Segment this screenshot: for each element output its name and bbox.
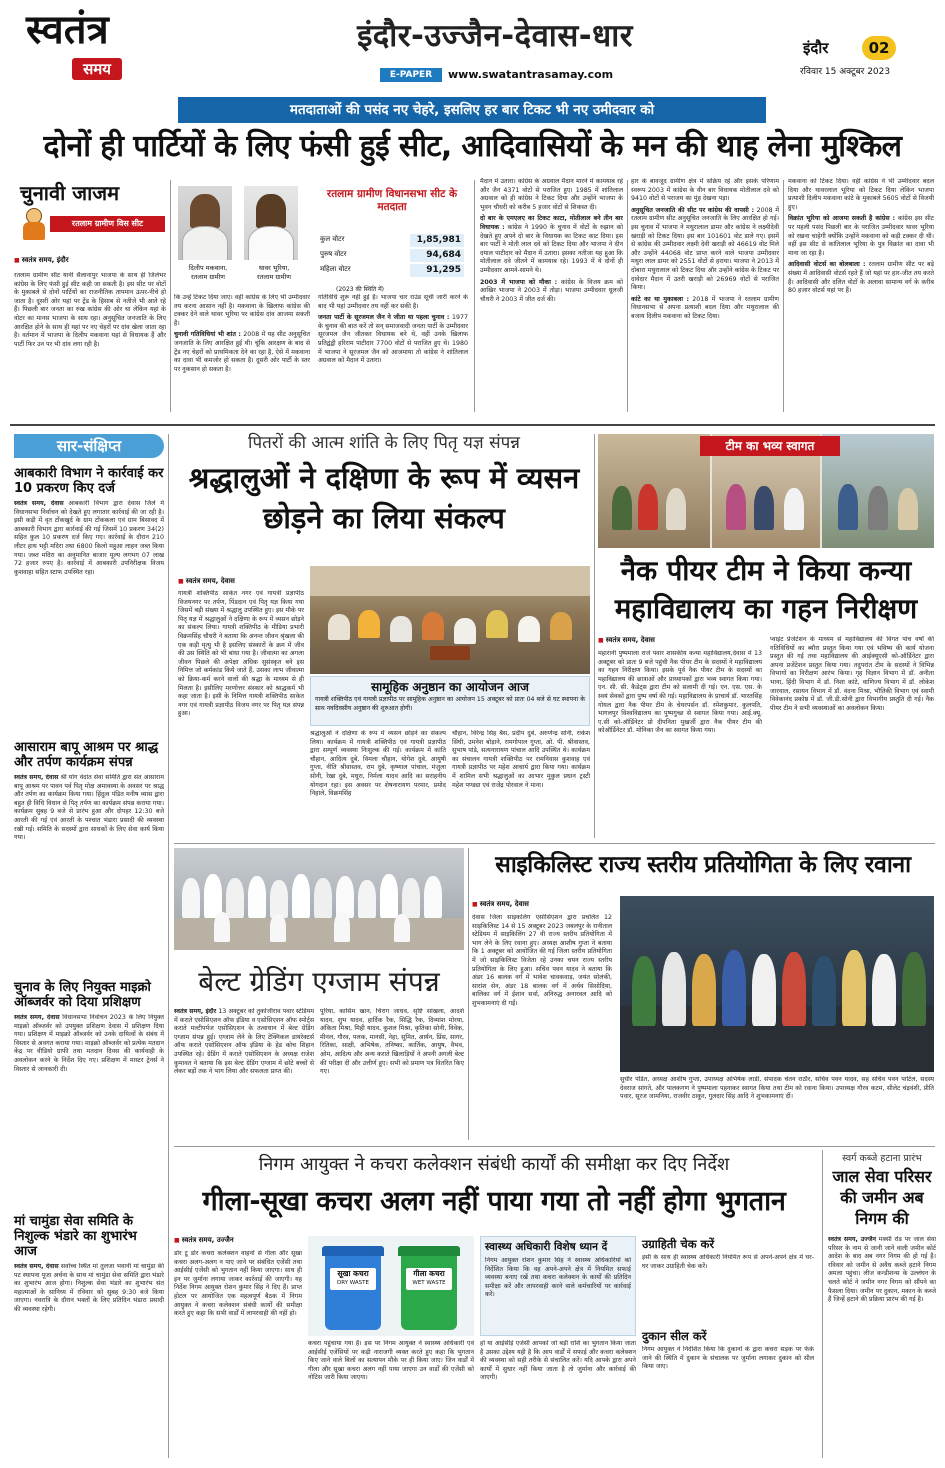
nigam-byline: ■ स्वतंत्र समय, उज्जैन xyxy=(174,1236,234,1245)
yagya-caption-title: सामूहिक अनुष्ठान का आयोजन आज xyxy=(371,680,529,694)
page-number: 02 xyxy=(868,39,890,57)
city-label: इंदौर xyxy=(803,39,829,57)
box2-text: इसी के साथ ही स्वास्थ्य अधिकारी नियमित रूप से अपने-अपने क्षेत्र में घर-घर जाकर उग्राहिती चेक करें। xyxy=(642,1254,814,1270)
yagya-col-3: चौहान, विरेन्द्र सिंह बैस, प्रदीप दुबे, अरुणेन्द्र सोनी, राकेश सिंघी, उमनेश बोड़ाने, रामगोपाल गुप्ता, ओ. पी. श्रीवास्तव, सुभाष पांडे, सत्यनारायण पांचाल आदि उपस्थित थे। कार्यक्रम का संचालन गायत्री शक्तिपीठ पर रामनिवास कुशवाह एवं गायत्री प्रज्ञापीठ पर महेश आचार्य द्वारा किया गया। कार्यक्रम में शामिल सभी श्रद्धालुओं का आभार मुकुल प्रधान ट्रस्टी महेश पण्ड्या एवं राजेंद्र पोरवाल ने माना। xyxy=(452,730,590,789)
column-rule xyxy=(474,180,475,412)
cyclist-caption: सुधीर पंडित, अध्यक्ष आशीष गुप्ता, उपाध्यक्ष अभिषेक लाडी, संपादक चेतन राठौर, सचिव पवन यादव, सह सचिव पवन पाटिल, सदस्य देवराज सांगते, और पालकगण ने पुष्पमाला पहनाकर स्वागत किया तथा टीम को रवाना किया। उपाध्यक्ष गौरव कटम, सीलेट चंद्रवंशी, प्रीति पवार, सूरज जामनिया, राजवीर ठाकुर, गुलदार सिंह आदि ने शुभकामनाएं दीं। xyxy=(620,1076,934,1101)
yagya-col-1: गायत्री शक्तिपीठ साकेत नगर एवं गायत्री प्रज्ञापीठ विजयनगर पर तर्पण, पिंडदान एवं पितृ यज्ञ किया गया जिसमें बड़ी संख्या में श्रद्धालु उपस्थित हुए। इस मौके पर पितृ यज्ञ में श्रद्धालुओं ने दक्षिणा के रूप में व्यसन छोड़ने का संकल्प लिया। गायत्री शक्तिपीठ के मीडिया प्रभारी विक्रमसिंह चौधरी ने बताया कि अनन्त जीवन श्रृंखला की एक कड़ी मृत्यु भी है इसलिए संस्कारों के क्रम में जीव की उस स्थिति को भी बांधा गया है। जीवात्मा का अगला जीवन पिछले की अपेक्षा अधिक सुसंस्कृत बने इस निमित्त जो कर्मकांड किये जाते हैं, उसका लाभ जीवात्मा को क्रिया-कर्म करने वालों की श्रद्धा के माध्यम से ही मिलता है। इसीलिए मरणोत्तर संस्कार को श्राद्धकर्म भी कहा जाता है। इसी के निमित्त गायत्री शक्तिपीठ साकेत नगर एवं गायत्री प्रज्ञापीठ विजय नगर पर पितृ यज्ञ संपन्न हुआ। xyxy=(178,590,304,718)
box3-title: दुकान सील करें xyxy=(642,1329,707,1343)
cyclist-text: देवास जिला साइकलिंग एसोसिएशन द्वारा प्रचलित 12 साइकिलिस्ट 14 से 15 अक्टूबर 2023 जबलपुर के रानीताल स्टेडियम में साइकिलिंग 27 वी राज्य स्तरीय प्रतियोगिता में भाग लेने के लिए रवाना हुए। अध्यक्ष आशीष गुप्ता ने बताया कि 1 अक्टूबर को आयोजित की गई जिला स्तरीय प्रतियोगिता में जो साइकिलिस्ट विजेता रहे उनका चयन राज्य स्तरीय प्रतियोगिता के लिए हुआ। सचिव पवन यादव ने बताया कि अंडर 16 बालक वर्ग में भावेश चावकवाड़, जयंत सोलंकी, सारांश सेन, अंडर 18 बालक वर्ग में अर्थव सिसोदिया, बालिका वर्ग में ईशान सर्वा, अनिरुद्ध अनारवल आदि को शुभकामनाएं दी गईं। xyxy=(472,914,612,1007)
lead-col-3: गतिविधि शुरू नहीं हुई है। भाजपा चार राउंड सूची जारी करने के बाद भी यहां उम्मीदवार तय नहीं कर सकी है। जनता पार्टी के सूरजमल जैन ने जीता था पहला चुनाव : 1977 के चुनाव की बात करें तो सन् समाजवादी जनता पार्टी के उम्मीदवार सूरजमल जैन जीतकर विधायक बने थे, वहीं उनके खिलाफ प्रतिद्वंद्वी हरिराम पाटीदार 7700 वोटों से पराजित हुए थे। 1980 में भाजपा ने सूरजमल जैन को आजमाया तो कांग्रेस ने शांतिलाल अग्रवाल को मैदान में उतारा। xyxy=(318,294,468,365)
wet-waste-sub: WET WASTE xyxy=(412,1280,446,1286)
website-link[interactable]: www.swatantrasamay.com xyxy=(448,68,614,81)
belt-col-1: स्वतंत्र समय, इंदौर 13 अक्टूबर को तुकोजीराव पवार स्टेडियम में कराते एसोसिएशन ऑफ इंडिया व एसोसिएशन ऑफ स्पोर्ट्स कराते मल्टीपर्पज एसोसिएशन के तत्वाधान में बेल्ट ग्रेडिंग एग्जाम संपन्न हुई। एग्जाम लेने के लिए टेक्निकल डायरेक्टर्स ऑफ कराते एसोसिएशन ऑफ इंडिया के हेड कोच शिहान उपस्थित रहे। ग्रेडिंग में कराते एसोसिएशन के अध्यक्ष राजेश कुमावत ने बताया कि इस बेल्ट ग्रेडिंग एग्जाम में छोटे बच्चों से लेकर बड़ों तक ने भाग लिया और सफलता प्राप्त की। xyxy=(174,1008,314,1076)
lead-col-2: कि उन्हें टिकट दिया जाए। वहीं कांग्रेस के लिए भी उम्मीदवार तय करना आसान नहीं है। मकवाना के खिलाफ कांग्रेस की टक्कर देने वाले थावर भूरिया पर कांग्रेस दांव आजमा सकती है। चुनावी गतिविधियां भी शांत : 2008 में यह सीट अनुसूचित जनजाति के लिए आरक्षित हुई थी। चूंकि आरक्षण के बाद से ट्रेंड नए चेहरों को प्राथमिकता देने का रहा है, ऐसे में मकवाना का दावा भी कमजोर हो सकता है। दूसरी ओर पार्टी के स्तर पर नुकसान हो सकता है। xyxy=(174,294,310,373)
logo-top-text: स्वतंत्र xyxy=(26,6,109,53)
lead-col-1: रतलाम ग्रामीण सीट यानी सैलानापुर भाजपा के साथ ही जिलेभर कांग्रेस के लिए फंसी हुई सीट कही जा सकती है। इस सीट पर वोटों के मुकाबले से दोनों पार्टियों का राजनीतिक तापमान ऊपर-नीचे हो जाता है। दूसरी ओर यहां पर ट्रेंड के हिसाब से नतीजे भी आते रहे हैं। पिछली बार जनता का रुख कांग्रेस की ओर था लेकिन यहां के वोटर का मानस भाजपा के साथ रहा। अनुसूचित जनजाति के लिए आरक्षित होने के साथ ही यहां पर नए चेहरों पर दांव खेला जाता रहा है। वर्तमान में भाजपा के दिलीप मकवाना यहां से विधायक हैं और पार्टी फिर उन पर भी दांव लगा रही है। xyxy=(14,272,166,348)
wet-waste-bin-icon xyxy=(398,1246,460,1330)
logo-bottom-text: समय xyxy=(83,60,111,78)
waste-bins-illustration xyxy=(308,1236,474,1336)
epaper-label: E-PAPER xyxy=(380,68,442,82)
column-rule xyxy=(822,1150,823,1458)
nigam-headline: गीला-सूखा कचरा अलग नहीं पाया गया तो नहीं होगा भुगतान xyxy=(202,1186,786,1217)
voter-row-label: पुरुष वोटर xyxy=(320,250,347,258)
voter-box-title: रतलाम ग्रामीण विधानसभा सीट के मतदाता xyxy=(326,188,458,213)
issue-date: रविवार 15 अक्टूबर 2023 xyxy=(800,67,891,77)
voter-row xyxy=(320,249,464,262)
dry-waste-bin-icon xyxy=(322,1246,384,1330)
lead-headline: दोनों ही पार्टियों के लिए फंसी हुई सीट, आदिवासियों के मन की थाह लेना मुश्किल xyxy=(43,129,902,164)
lead-col-6: मकवाना को टिकट दिया। वहीं कांग्रेस ने भी उम्मीदवार बदल दिया और थावरलाल भूरिया को टिकट दिया लेकिन भाजपा प्रत्याशी दिलीप मकवाना कांटे के मुकाबले 5605 वोटों से विजयी हुए। विक्रांत भूरिया को आजमा सकती है कांग्रेस : कांग्रेस इस सीट पर पहली पसंद पिछली बार के पराजित उम्मीदवार थावर भूरिया को रखना चाहेगी क्योंकि उन्होंने मकवाना को कड़ी टक्कर दी थी। वहीं इस सीट से कांतिलाल भूरिया के पुत्र विक्रांत का दावा भी माना जा रहा है। आदिवासी वोटर्स का बोलबाला : रतलाम ग्रामीण सीट पर बड़े संख्या में आदिवासी वोटर्स रहते हैं जो यहां पर हार-जीत तय करते हैं। आदिवासी और दलित वोटों के अलावा सामान्य वर्ग के करीब 80 हजार वोटर्स यहां पर हैं। xyxy=(788,178,934,295)
section-divider xyxy=(174,1146,935,1147)
voter-box-note: (2023 की स्थिति में) xyxy=(336,286,384,293)
belt-headline: बेल्ट ग्रेडिंग एग्जाम संपन्न xyxy=(198,965,440,998)
lead-kicker-bar xyxy=(178,97,766,123)
logo-bottom-badge xyxy=(72,58,122,80)
cartoon-figure-icon xyxy=(20,208,48,240)
box3-text: निगम आयुक्त ने निर्देशित किया कि दुकानों के द्वारा कचरा सड़क पर फेंके जाने की स्थिति में दुकान के संचालक पर जुर्माना लगाकर दुकान को सील किया जाए। xyxy=(642,1346,814,1371)
naac-col-1: महारानी पुष्पमाला राजे पवार शासकीय कन्या महाविद्यालय,देवास में 13 अक्टूबर को प्रातः 9 बजे पहुंची नैक पीयर टीम के सदस्यों ने महाविद्यालय का गहन निरीक्षण किया। इसके पूर्व नैक पीयर टीम के सदस्यों का महाविद्यालय की छात्राओं और प्राध्यापकों द्वारा भव्य स्वागत किया गया। एन. सी. सी. कैडेट्स द्वारा टीम को सलामी दी गई। एन. एस. एस. के स्वयं सेवकों द्वारा पुष्प वर्षा की गई। महाविद्यालय के प्राचार्य डॉ. भारतसिंह गोयल द्वारा नैक पीयर टीम के चेयरपर्सन डॉ. रमेशकुमार, कुलपति, भागलपुर विश्वविद्यालय का पुष्पगुच्छ से स्वागत किया गया। आई.क्यू. ए.सी को-ऑर्डिनेटर प्रो दीपनिता मुखर्जी द्वारा नैक पीयर टीम की कोऑर्डिनेटर डॉ. मोनिका जैन का स्वागत किया गया। xyxy=(598,650,762,735)
voter-box xyxy=(316,184,468,284)
yagya-headline: श्रद्धालुओं ने दक्षिणा के रूप में व्यसन छोड़ने का लिया संकल्प xyxy=(188,461,580,535)
voter-row xyxy=(320,264,464,277)
jaal-headline: जाल सेवा परिसर की जमीन अब निगम की xyxy=(832,1167,932,1228)
belt-col-2: पुरिया, कासिम खान, चिराग जाधव, सृष्टि सांखला, आदर्श यादव, शुभ यादव, हार्दिक रैक, सिद्धि रैक, दिव्यांश मोरया, अंकिता मिश्रा, मिही यादव, कुशल मिश्रा, कृतिका सोनी, विवेक, मीनल, गौरव, पलक, मानसी, नेहा, सुमित, आर्यन, प्रिंस, सागर, रितिका, साक्षी, अभिषेक, तनिष्का, कार्तिक, आयुष, वैभव, ओम, आदित्य और अन्य कराते खिलाड़ियों ने अपनी अगली बेल्ट की परीक्षा दी और उत्तीर्ण हुए। सभी को प्रमाण पत्र वितरित किए गए। xyxy=(320,1008,464,1076)
lead-byline: ■ स्वतंत्र समय, इंदौर xyxy=(14,256,69,265)
brief-headline: आबकारी विभाग ने कार्रवाई कर 10 प्रकरण किए दर्ज xyxy=(14,466,164,496)
brief-text: स्वतंत्र समय, देवास विधानसभा निर्वाचन 2023 के लिए नियुक्त माइक्रो ऑब्जर्वर को उपयुक्त प्रशिक्षण देवास में प्रशिक्षण दिया गया। प्रशिक्षण में माइक्रो ऑब्जर्वर को उनके दायित्वों के संबंध में विस्तार से अवगत कराया गया। माइक्रो ऑब्जर्वर को प्रत्येक मतदान केंद्र पर वीडियो ग्राफी तथा मतदान दिवस की कार्यवाही के अवलोकन करने के निर्देश दिए गए। प्रशिक्षण में मास्टर ट्रेनर्स ने विस्तार से जानकारी दी। xyxy=(14,1014,164,1073)
column-rule xyxy=(468,848,469,1140)
column-badge-title: चुनावी जाजम xyxy=(20,181,120,205)
yagya-byline: ■ स्वतंत्र समय, देवास xyxy=(178,577,235,586)
cyclist-byline: ■ स्वतंत्र समय, देवास xyxy=(472,900,529,909)
brief-item xyxy=(14,1214,164,1458)
box2-title: उग्राहिती चेक करें xyxy=(642,1237,715,1251)
naac-col-2: प्वाइंट प्रेजेंटेशन के माध्यम से महाविद्यालय की विगत पांच वर्षों की गतिविधियों का ब्यौरा प्रस्तुत किया गया एवं भविष्य की कार्य योजना प्रस्तुत की गई तथा महाविद्यालय की आईक्यूएसी को-ऑर्डिनेटर द्वारा अपना प्रजेंटेशन प्रस्तुत किया गया। तदुपरांत टीम के सदस्यों ने विभिन्न विभागों का निरीक्षण आरंभ किया। गृह विज्ञान विभाग में डॉ. अनीता भाना, हिंदी विभाग में डॉ. निशा कांटे, वाणिज्य विभाग में डॉ. लोकेश जारवाल, रसायन विभाग में डॉ. वंदना मिश्रा, भौतिकी विभाग एवं स्वामी विवेकानंद प्रकोष्ठ में डॉ. जी.डी.सोनी द्वारा विभागीय प्रस्तुति दी गई। नैक पीयर टीम ने सभी व्यवस्थाओं का अवलोकन किया। xyxy=(770,636,934,712)
jaal-text: स्वतंत्र समय, उज्जैन मक्सी रोड पर जाल सेवा परिसर के नाम से जानी जाने वाली जमीन कोर्ट आदेश के बाद अब नगर निगम की हो गई है। रविवार को जमीन से अवैध कब्जे हटाने निगम अमला पहुंचा। लीज कन्डीशन्स के उल्लंघन के चलते कोर्ट ने जमीन नगर निगम को सौंपने का फैसला दिया। जमीन पर दुकान, मकान के कब्जे हैं जिन्हें हटाने की प्रक्रिया प्रारंभ की गई है। xyxy=(828,1236,936,1304)
photo2-caption-place: रतलाम ग्रामीण xyxy=(256,273,292,281)
health-officer-box xyxy=(480,1236,636,1336)
lead-kicker: मतदाताओं की पसंद नए चेहरे, इसलिए हर बार टिकट भी नए उमीदवार को xyxy=(289,102,655,118)
naac-byline: ■ स्वतंत्र समय, देवास xyxy=(598,636,655,645)
brief-headline: चुनाव के लिए नियुक्त माइक्रो ऑब्जर्वर को दिया प्रशिक्षण xyxy=(14,980,151,1010)
column-rule xyxy=(594,434,595,838)
column-rule xyxy=(627,180,628,412)
brief-text: स्वतंत्र समय, देवास आबकारी विभाग द्वारा देवास जिले में विधानसभा निर्वाचन को देखते हुए लगातार कार्रवाई की जा रही है। इसी कड़ी में वृत टोंकखुर्द के ग्राम टोंककला एवं ग्राम बिसावद में आबकारी विभाग द्वारा कार्रवाई की गई जिसमें 10 प्रकरण 34(2) सहित कुल 10 प्रकरण दर्ज किए गए। कार्रवाई के दौरान 210 लीटर हाथ भट्टी मदिरा तथा 6800 किलो महुआ लाहन जब्त किया गया। जब्त मदिरा का अनुमानित बाजार मूल्य लगभग 07 लाख 72 हजार रुपए है। कार्रवाई में आबकारी उपनिरीक्षक विजय कुशवाहा सहित स्टाफ उपस्थित रहा। xyxy=(14,500,164,576)
brief-headline: आसाराम बापू आश्रम पर श्राद्ध और तर्पण कार्यक्रम संपन्न xyxy=(14,740,159,770)
briefs-header-bar xyxy=(14,434,164,458)
cheque-check-box xyxy=(642,1236,814,1458)
voter-row xyxy=(320,234,464,247)
voter-row-label: महिला वोटर xyxy=(320,265,351,273)
yagya-caption-text: गायत्री शक्तिपीठ एवं गायत्री प्रज्ञापीठ पर सामूहिक अनुष्ठान का आयोजन 15 अक्टूबर को प्रातः 04 बजे से घट स्थापना के साथ नवदिवसीय अनुष्ठान की शुरुआत होगी। xyxy=(315,696,585,712)
lead-col-5: हार के बावजूद ग्रामीण क्षेत्र में सक्रिय रहे और इसके परिणाम स्वरूप 2003 में कांग्रेस के वीन बार विधायक मोतीलाल दवे को 9410 वोटों से पराजय का मुंह देखना पड़ा। अनुसूचित जनजाति की सीट पर कांग्रेस की वापसी : 2008 में रतलाम ग्रामीण सीट अनुसूचित जनजाति के लिए आरक्षित हो गई। इस चुनाव में भाजपा ने मथुरालाल डामर और कांग्रेस ने लक्ष्मीदेवी खराड़ी को टिकट दिया। इस बार 101601 वोट डाले गए। इसमें से कांग्रेस की उम्मीदवार लक्ष्मी देवी खराड़ी को 46619 वोट मिले और उन्होंने 44068 वोट प्राप्त करने वाले भाजपा उम्मीदवार मथुरा लाल डामर को 2551 वोटों से हराया। भाजपा ने 2013 में दोबारा मथुरालाल को टिकट दिया और उन्होंने कांग्रेस के टिकट पर दावेदार मैदान में उतरी खराड़ी को 26969 वोटों से पराजित किया। कांटे का था मुकाबला : 2018 में भाजपा ने रतलाम ग्रामीण विधानसभा से अपना प्रत्याशी बदल दिया और मथुरालाल की बजाय दिलीप मकवाना को टिकट दिया। xyxy=(631,178,779,320)
naac-photo-label: टीम का भव्य स्वागत xyxy=(725,439,815,453)
brief-text: स्वतंत्र समय, देवास सर्वोच्च स्थित मां तुलजा भवानी मां चामुंडा की पट स्थापना पूजा अर्चना के साथ मां चामुंडा सेवा समिति द्वारा भंडारे का शुभारंभ आज होगा। निशुल्क सेवा भंडारे का शुभारंभ संत महात्माओं के सानिध्य में रविवार को सुबह 9:30 बजे किया जाएगा। नवरात्रि के दौरान भक्तों के लिए प्रतिदिन भंडारा प्रसादी की व्यवस्था रहेगी। xyxy=(14,1263,164,1313)
section-divider xyxy=(174,843,935,844)
yagya-kicker: पितरों की आत्म शांति के लिए पितृ यज्ञ संपन्न xyxy=(248,433,520,453)
voter-row-value: 94,684 xyxy=(410,249,464,262)
cyclist-photo xyxy=(620,896,934,1072)
nigam-col-1: डोर टू डोर कचरा कलेक्शन वाहनों से गीला और सूखा कचरा अलग-अलग न पाए जाने पर संबंधित एजेंसी तथा आईसीई एजेंसी को भुगतान नहीं किया जाएगा। साथ ही इन पर जुर्माना लगाया जाकर कार्रवाई की जाएगी। यह निर्देश निगम आयुक्त रोशन कुमार सिंह ने दिए हैं। प्राप्त होटल पर आयोजित एक महत्वपूर्ण बैठक में निगम आयुक्त ने कचरा कलेक्शन संबंधी कार्यों की समीक्षा करते हुए कहा कि सभी वार्डों में लापरवाही की नहीं हो। xyxy=(174,1250,302,1318)
brief-item xyxy=(14,980,164,1205)
column-badge-sub: रतलाम ग्रामीण विस सीट xyxy=(50,216,165,232)
briefs-header: सार-संक्षिप्त xyxy=(56,437,122,455)
brief-item xyxy=(14,466,164,731)
photo1-caption-name: दिलीप मकवाना, xyxy=(188,264,228,272)
voter-row-label: कुल वोटर xyxy=(320,235,345,243)
brief-text: स्वतंत्र समय, देवास श्री योग वेदांत सेवा समिति द्वारा संत आसाराम बापू आश्रम पर पावन पर्व पितृ मोक्ष अमावस्या के अवसर पर श्राद्ध और तर्पण का कार्यक्रम किया गया। हिंदुत्व पंडित मनीष व्यास द्वारा बहुत ही विधि विधान से पितृ तर्पण का कार्यक्रम संपन्न कराया गया। कार्यक्रम सुबह 9 बजे से प्रारंभ हुआ और दोपहर 12:30 बजे आरती की गई एवं आरती के पश्चात भंडारा प्रसादी की व्यवस्था रखी गई। समिति के सदस्यों द्वारा साधकों के लिए सेवा कार्य किया गया। xyxy=(14,774,164,842)
column-rule xyxy=(168,434,169,1458)
dry-waste-sub: DRY WASTE xyxy=(336,1280,370,1286)
brief-headline: मां चामुंडा सेवा समिति के निशुल्क भंडारे का शुभारंभ आज xyxy=(14,1214,137,1259)
column-rule xyxy=(783,180,784,412)
nigam-col-3: हो या आईसीई एजेंसी आपको जो बड़ी राशि का भुगतान किया जाता है उसका उद्देश्य यही है कि आप वार्डों में सफाई और कचरा कलेक्शन की व्यवस्था को सही तरीके से संचालित करें। यदि आपके द्वारा अपने कार्यों में सुधार नहीं किया जाता है तो जुर्माना और कार्रवाई की जाएगी। xyxy=(480,1340,636,1382)
edition-title: इंदौर-उज्जैन-देवास-धार xyxy=(357,18,633,54)
health-box-text: निगम आयुक्त रोशन कुमार सिंह ने स्वास्थ्य अधिकारियों को निर्देशित किया कि वह अपने-अपने क्षेत्र में नियमित सफाई व्यवस्था बनाए रखें तथा कचरा कलेक्शन के कार्यों की प्रतिदिन समीक्षा करें और लापरवाही करने वाले कर्मचारियों पर कार्रवाई करें। xyxy=(485,1257,631,1299)
lead-col-4: मैदान में उतारा। कांग्रेस के अग्रवाल मैदान मारने में कामयाब रहे और जैन 4371 वोटों से पराजित हुए। 1985 में शांतिलाल अग्रवाल को ही कांग्रेस ने टिकट दिया और उन्होंने भाजपा के भुवन चौधरी को करीब 5 हजार वोटों से शिकस्त दी। दो बार के एमएलए का टिकट काटा, मोतीलाल बने तीन बार विधायक : कांग्रेस ने 1990 के चुनाव में वोटों के रुझान को देखते हुए अपने दो बार के विधायक का टिकट काट दिया। इस बार पार्टी ने मोती लाल दवे को टिकट दिया और भाजपा ने दीन दयाल पाटीदार को मैदान में उतारा। इसका नतीजा यह हुआ कि मोतीलाल दवे जीतने में कामयाब रहे। 1993 में ये दोनों ही उम्मीदवार आमने-सामने थे। 2003 में भाजपा को मौका : कांग्रेस के विजय क्रम को आखिर भाजपा ने 2003 में तोड़ा। भाजपा उम्मीदवार धूलजी चौधरी ने 2003 में जीत दर्ज की। xyxy=(480,178,623,303)
cyclist-headline: साइकिलिस्ट राज्य स्तरीय प्रतियोगिता के लिए रवाना xyxy=(495,852,911,878)
masthead xyxy=(0,0,945,92)
photo-thawar-bhuria xyxy=(244,186,298,260)
column-badge xyxy=(14,176,169,246)
belt-photo xyxy=(174,848,464,950)
dry-waste-label: सूखा कचरा xyxy=(337,1269,369,1278)
naac-photo-label-bar xyxy=(700,436,840,456)
wet-waste-label: गीला कचरा xyxy=(413,1269,445,1278)
page-number-badge xyxy=(862,36,896,60)
nigam-col-2: कचरा पहुंचाया गया है। इस पर निगम आयुक्त ने स्वास्थ्य अधिकारी एवं आईसीई एजेंसियों पर कड़ी नाराजगी व्यक्त करते हुए कहा कि भुगतान किए जाने वाले बिलों का सत्यापन मौके पर ही किया जाए। जिन वार्डों में गीला और सूखा कचरा अलग नहीं पाया जाएगा उन वार्डों की एजेंसी को नोटिस जारी किया जाएगा। xyxy=(308,1340,474,1382)
voter-row-value: 1,85,981 xyxy=(410,234,464,247)
nigam-kicker: निगम आयुक्त ने कचरा कलेक्शन संबंधी कार्यों की समीक्षा कर दिए निर्देश xyxy=(258,1154,730,1175)
yagya-col-2: श्रद्धालुओं ने दक्षिणा के रूप में व्यसन छोड़ने का संकल्प लिया। कार्यक्रम में गायत्री शक्तिपीठ एवं गायत्री प्रज्ञापीठ द्वारा सम्पूर्ण व्यवस्था निःशुल्क की गई। कार्यक्रम में कांति चौहान, आदित्य दुबे, विमला चौहान, योगेश दुबे, आयुषी गुप्ता, नीति श्रीवास्तव, राम दुबे, कृष्णाल पांचाल, मंजुला सोनी, रेखा दुबे, मधुरा, निर्मला यादव आदि का सराहनीय योगदान रहा। इस अवसर पर शेषनारायण परमार, प्रमोद निहाले, विक्रमसिंह xyxy=(310,730,446,798)
yagya-caption-box xyxy=(310,676,590,726)
column-rule xyxy=(170,180,171,412)
photo-dilip-makwana xyxy=(178,186,232,260)
yagya-photo xyxy=(310,566,590,674)
photo1-caption-place: रतलाम ग्रामीण xyxy=(190,273,226,281)
health-box-title: स्वास्थ्य अधिकारी विशेष ध्यान दें xyxy=(485,1241,608,1253)
naac-headline: नैक पीयर टीम ने किया कन्या महाविद्यालय का गहन निरीक्षण xyxy=(614,555,918,625)
photo2-caption-name: थावर भूरिया, xyxy=(258,264,290,272)
voter-row-value: 91,295 xyxy=(410,264,464,277)
brief-item xyxy=(14,740,164,972)
section-divider xyxy=(10,424,935,426)
jaal-kicker: स्वर्ग कब्जे हटाना प्रारंभ xyxy=(842,1153,922,1164)
